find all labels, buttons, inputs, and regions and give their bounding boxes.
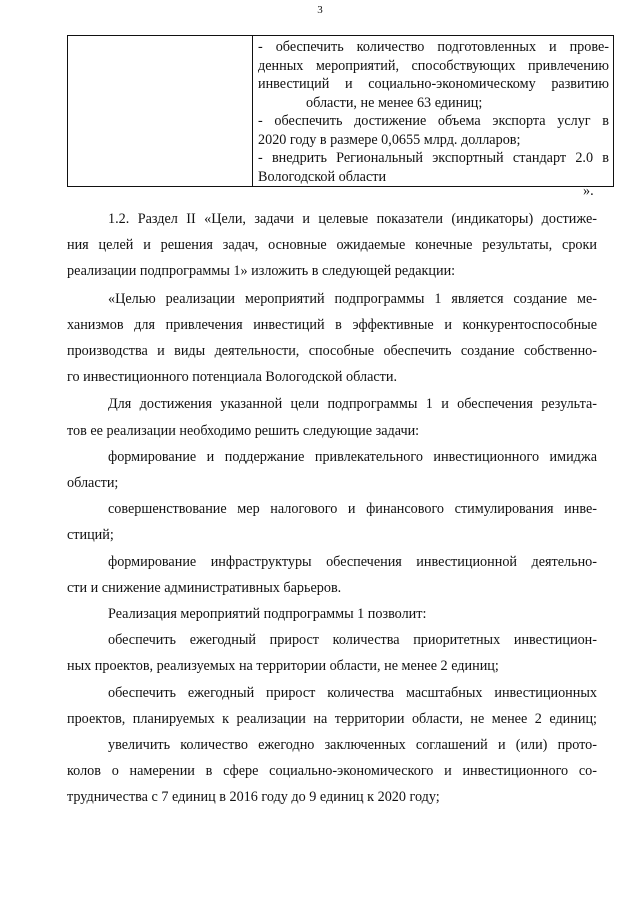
document-body [67, 206, 597, 811]
table-cell-line: Вологодской области [258, 168, 387, 185]
goals-table [67, 35, 614, 187]
body-line: ханизмов для привлечения инвестиций в эффективные и конкурентоспособные [67, 316, 597, 333]
table-row [68, 36, 614, 187]
page-number: 3 [317, 4, 323, 16]
body-line: Для достижения указанной цели подпрограммы 1 и обеспечения результа- [108, 396, 597, 413]
closing-quote: ». [583, 183, 594, 199]
body-line: обеспечить ежегодный прирост количества масштабных инвестиционных [108, 684, 597, 701]
body-line: увеличить количество ежегодно заключенных соглашений и (или) прото- [108, 737, 597, 754]
body-line: «Целью реализации мероприятий подпрограммы 1 является создание ме- [108, 290, 597, 307]
table-cell-line: денных мероприятий, способствующих привлечению [258, 57, 609, 74]
body-line: обеспечить ежегодный прирост количества приоритетных инвестицион- [108, 632, 597, 649]
body-line: 1.2. Раздел II «Цели, задачи и целевые показатели (индикаторы) достиже- [108, 211, 597, 227]
table-cell-line: - обеспечить количество подготовленных и прове- [258, 39, 609, 55]
body-line: го инвестиционного потенциала Вологодской области. [67, 369, 398, 386]
body-line: формирование и поддержание привлекательного инвестиционного имиджа [108, 448, 597, 465]
table-cell-line: области, не менее 63 единиц; [306, 94, 483, 111]
body-line: формирование инфраструктуры обеспечения инвестиционной деятельно- [108, 553, 597, 570]
table-cell-line: 2020 году в размере 0,0655 млрд. долларов; [258, 131, 521, 148]
body-line: ния целей и решения задач, основные ожидаемые конечные результаты, сроки [67, 237, 597, 254]
body-line: области; [67, 475, 119, 492]
table-cell-line: - обеспечить достижение объема экспорта услуг в [258, 113, 609, 129]
body-line: тов ее реализации необходимо решить следующие задачи: [67, 422, 420, 439]
table-cell-line: - внедрить Региональный экспортный стандарт 2.0 в [258, 150, 609, 166]
body-line: Реализация мероприятий подпрограммы 1 позволит: [108, 606, 427, 623]
body-line: реализации подпрограммы 1» изложить в следующей редакции: [67, 263, 456, 280]
body-line: сти и снижение административных барьеров. [67, 579, 342, 596]
body-line: стиций; [67, 527, 114, 544]
table-right-cell [253, 36, 614, 187]
body-line: производства и виды деятельности, способные обеспечить создание собственно- [67, 343, 597, 360]
body-line: трудничества с 7 единиц в 2016 году до 9 единиц к 2020 году; [67, 789, 440, 806]
table-cell-line: инвестиций и социально-экономическому развитию [258, 76, 609, 92]
body-line: колов о намерении в сфере социально-экономического и инвестиционного со- [67, 763, 597, 780]
body-line: совершенствование мер налогового и финансового стимулирования инве- [108, 501, 597, 518]
table-left-cell [68, 36, 253, 187]
body-line: ных проектов, реализуемых на территории области, не менее 2 единиц; [67, 658, 499, 675]
body-line: проектов, планируемых к реализации на территории области, не менее 2 единиц; [67, 710, 597, 727]
